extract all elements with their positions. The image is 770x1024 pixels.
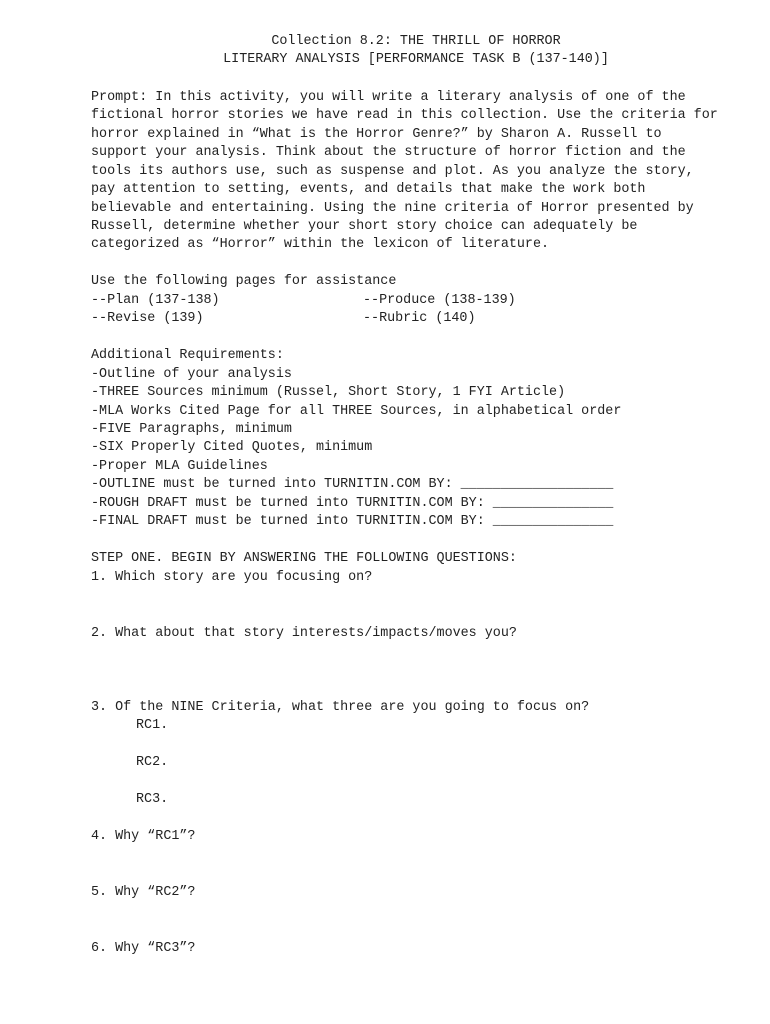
deadline-outline: -OUTLINE must be turned into TURNITIN.COM BY: ___________________	[91, 477, 614, 492]
prompt-line: tools its authors use, such as suspense and plot. As you analyze the story,	[91, 164, 694, 179]
requirement-item: -THREE Sources minimum (Russel, Short Story, 1 FYI Article)	[91, 385, 566, 400]
document-title: Collection 8.2: THE THRILL OF HORROR	[271, 34, 561, 49]
page-ref-plan: --Plan (137-138)	[91, 293, 220, 308]
criterion-rc3: RC3.	[136, 792, 169, 807]
page-ref-revise: --Revise (139)	[91, 311, 204, 326]
prompt-line: Prompt: In this activity, you will write a literary analysis of one of the	[91, 90, 686, 105]
criterion-rc2: RC2.	[136, 755, 169, 770]
criterion-rc1: RC1.	[136, 718, 169, 733]
prompt-line: fictional horror stories we have read in this collection. Use the criteria for	[91, 108, 718, 123]
document-subtitle: LITERARY ANALYSIS [PERFORMANCE TASK B (137-140)]	[223, 52, 609, 67]
requirements-heading: Additional Requirements:	[91, 348, 284, 363]
question-1: 1. Which story are you focusing on?	[91, 570, 373, 585]
requirement-item: -Proper MLA Guidelines	[91, 459, 268, 474]
question-5: 5. Why “RC2”?	[91, 885, 196, 900]
prompt-line: pay attention to setting, events, and details that make the work both	[91, 182, 646, 197]
deadline-rough-draft: -ROUGH DRAFT must be turned into TURNITIN.COM BY: _______________	[91, 496, 614, 511]
requirement-item: -Outline of your analysis	[91, 367, 292, 382]
question-6: 6. Why “RC3”?	[91, 941, 196, 956]
prompt-line: support your analysis. Think about the structure of horror fiction and the	[91, 145, 686, 160]
requirement-item: -FIVE Paragraphs, minimum	[91, 422, 292, 437]
page-ref-rubric: --Rubric (140)	[363, 311, 476, 326]
prompt-line: believable and entertaining. Using the nine criteria of Horror presented by	[91, 201, 694, 216]
prompt-line: categorized as “Horror” within the lexicon of literature.	[91, 237, 550, 252]
prompt-line: Russell, determine whether your short story choice can adequately be	[91, 219, 638, 234]
requirement-item: -SIX Properly Cited Quotes, minimum	[91, 440, 373, 455]
page-ref-produce: --Produce (138-139)	[363, 293, 516, 308]
question-2: 2. What about that story interests/impacts/moves you?	[91, 626, 517, 641]
question-3: 3. Of the NINE Criteria, what three are you going to focus on?	[91, 700, 590, 715]
prompt-line: horror explained in “What is the Horror Genre?” by Sharon A. Russell to	[91, 127, 662, 142]
pages-heading: Use the following pages for assistance	[91, 274, 397, 289]
deadline-final-draft: -FINAL DRAFT must be turned into TURNITIN.COM BY: _______________	[91, 514, 614, 529]
requirement-item: -MLA Works Cited Page for all THREE Sources, in alphabetical order	[91, 404, 622, 419]
question-4: 4. Why “RC1”?	[91, 829, 196, 844]
step-one-heading: STEP ONE. BEGIN BY ANSWERING THE FOLLOWING QUESTIONS:	[91, 551, 517, 566]
